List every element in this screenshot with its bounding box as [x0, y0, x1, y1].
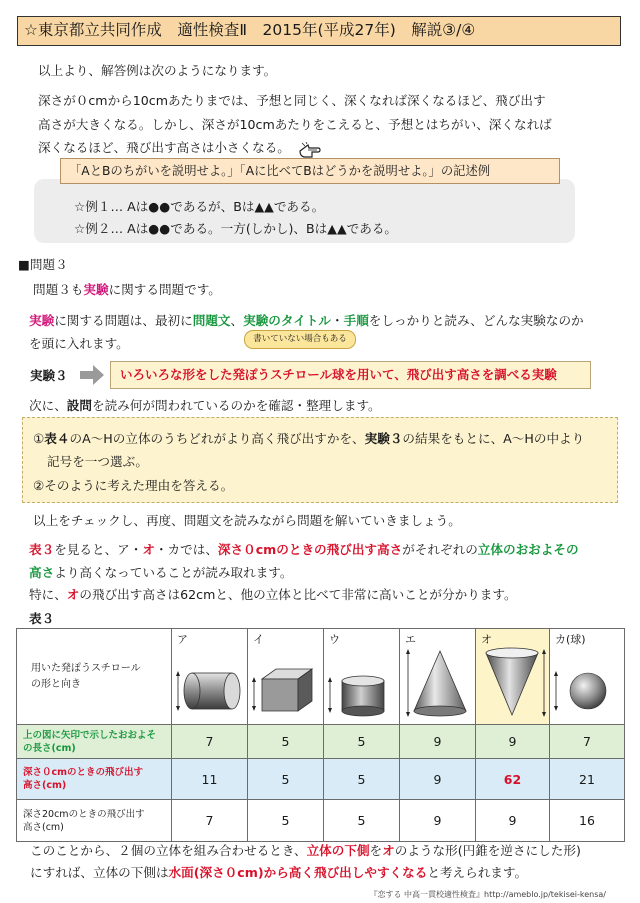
shape-row — [17, 629, 625, 725]
cone-inverted-icon — [476, 629, 550, 724]
text-span: 深さ20cmのときの飛び出す — [23, 808, 145, 820]
shape-row-label — [17, 629, 172, 725]
text-span: に関する問題です。 — [108, 282, 221, 297]
problem3-instruction-cont: を頭に入れます。 — [29, 336, 129, 351]
table-cell: 5 — [248, 800, 324, 842]
text-span: の形と向き — [31, 678, 81, 690]
keyword-procedure: 手順 — [343, 313, 369, 328]
table-cell: 21 — [550, 759, 625, 800]
example-1: ☆例１… Aは●●であるが、Bは▲▲である。 — [74, 199, 325, 214]
problem3-instruction — [29, 312, 584, 330]
column-label: ア — [177, 633, 188, 646]
text-span: このことから、２個の立体を組み合わせるとき、 — [30, 843, 307, 858]
column-label: イ — [253, 633, 264, 646]
keyword-lower-side: 立体の下側 — [306, 843, 370, 858]
column-label: エ — [405, 633, 416, 646]
table-title: 表３ — [29, 611, 55, 626]
row-label — [17, 800, 172, 842]
keyword-problem-text: 問題文 — [192, 313, 231, 328]
keyword-o: オ — [382, 843, 395, 858]
keyword-approx-height: 立体のおおよその — [477, 542, 579, 557]
text-span: 深さ０cmのときの飛び出す — [23, 767, 144, 778]
text-span: より高くなっていることが読み取れます。 — [54, 565, 293, 580]
table-cell: 16 — [550, 800, 625, 842]
text-span: のような形(円錐を逆さにした形) — [394, 843, 581, 858]
text-span: と考えられます。 — [427, 865, 528, 880]
shape-cell-u — [324, 629, 400, 725]
keyword-o: オ — [66, 587, 80, 602]
keyword-experiment: 実験 — [83, 282, 109, 297]
next-step-line — [29, 397, 381, 415]
sphere-icon — [550, 629, 625, 724]
arrow-right-icon — [80, 365, 104, 385]
table-cell: 9 — [400, 725, 476, 759]
text-span: の長さ(cm) — [23, 742, 76, 754]
table-cell: 5 — [248, 725, 324, 759]
keyword-table3: 表３ — [29, 542, 55, 557]
text-span: を — [369, 843, 383, 858]
question-2: ②そのように考えた理由を答える。 — [33, 478, 234, 493]
text-span: ・ — [331, 313, 344, 328]
text-span: に関する問題は、最初に — [54, 313, 193, 328]
keyword-o: オ — [142, 542, 155, 557]
example-2: ☆例２… Aは●●である。一方(しかし)、Bは▲▲である。 — [74, 221, 398, 236]
table-cell: 7 — [172, 800, 248, 842]
table-row — [17, 800, 625, 842]
problem3-heading: ■問題３ — [18, 257, 68, 272]
text-span: 問題３も — [33, 282, 84, 297]
text-span: がそれぞれの — [402, 542, 478, 557]
text-span: をしっかりと読み、どんな実験なのか — [368, 313, 584, 328]
question-1 — [33, 430, 584, 448]
answer-line-1: 深さが０cmから10cmあたりまでは、予想と同じく、深くなれば深くなるほど、飛び出す — [38, 93, 546, 108]
keyword-table4: 表４ — [44, 431, 70, 446]
table-row — [17, 725, 625, 759]
page-title: ☆東京都立共同作成 適性検査Ⅱ 2015年(平成27年) 解説③/④ — [17, 16, 621, 46]
row-label — [17, 759, 172, 800]
answer-line-2: 高さが大きくなる。しかし、深さが10cmあたりをこえると、予想とはちがい、深くなれば — [38, 117, 552, 132]
keyword-experiment: 実験 — [29, 313, 55, 328]
analysis-p2 — [29, 586, 517, 604]
column-label: オ — [481, 633, 492, 646]
table-row — [17, 759, 625, 800]
shape-cell-e — [400, 629, 476, 725]
text-span: を見ると、ア・ — [54, 542, 143, 557]
text-span: のA〜Hの立体のうちどれがより高く飛び出すかを、 — [69, 431, 365, 446]
keyword-jump-high: 水面(深さ０cm)から高く飛び出しやすくなる — [168, 865, 428, 880]
text-span: 高さ(cm) — [23, 780, 67, 791]
text-span: 次に、 — [29, 398, 67, 413]
text-span: 上の図に矢印で示したおおよそ — [23, 729, 157, 741]
note-badge: 書いていない場合もある — [244, 330, 356, 349]
text-span: 用いた発ぽうスチロール — [31, 662, 141, 674]
keyword-question: 設問 — [66, 398, 92, 413]
keyword-height-at-0: 深さ０cmのときの飛び出す高さ — [217, 542, 403, 557]
table-cell: 9 — [400, 759, 476, 800]
table-cell: 5 — [324, 800, 400, 842]
keyword-experiment3: 実験３ — [364, 431, 403, 446]
table-cell: 9 — [400, 800, 476, 842]
table-cell: 7 — [172, 725, 248, 759]
conclusion-line-2 — [30, 864, 527, 882]
data-table — [16, 628, 625, 842]
row-label — [17, 725, 172, 759]
column-label: カ(球) — [555, 633, 586, 646]
text-span: ・カでは、 — [154, 542, 218, 557]
answer-line-3: 深くなるほど、飛び出す高さは小さくなる。 — [38, 140, 290, 155]
analysis-p1 — [29, 541, 579, 559]
intro-line: 以上より、解答例は次のようになります。 — [38, 63, 277, 78]
cylinder-side-icon — [172, 629, 248, 724]
cylinder-upright-icon — [324, 629, 400, 724]
text-span: 特に、 — [29, 587, 67, 602]
problem3-intro — [33, 281, 221, 299]
table-cell-highlight: 62 — [476, 759, 550, 800]
text-span: を読み何が問われているのかを確認・整理します。 — [91, 398, 381, 413]
analysis-check: 以上をチェックし、再度、問題文を読みながら問題を解いていきましょう。 — [33, 513, 461, 528]
text-span: にすれば、立体の下側は — [30, 865, 169, 880]
text-span: 、 — [230, 313, 244, 328]
question-1-cont: 記号を一つ選ぶ。 — [47, 454, 149, 469]
shape-cell-o — [476, 629, 550, 725]
table-cell: 9 — [476, 800, 550, 842]
box-prism-icon — [248, 629, 324, 724]
cone-upright-icon — [400, 629, 476, 724]
text-span: の結果をもとに、A〜Hの中より — [402, 431, 585, 446]
text-span: の飛び出す高さは62cmと、他の立体と比べて非常に高いことが分かります。 — [79, 587, 517, 602]
footer-credit: 『恋する 中高一貫校適性検査』http://ameblo.jp/tekisei-kensa/ — [369, 890, 606, 899]
shape-cell-ka — [550, 629, 625, 725]
keyword-experiment-title: 実験のタイトル — [243, 313, 331, 328]
table-cell: 5 — [248, 759, 324, 800]
shape-cell-i — [248, 629, 324, 725]
analysis-p1-cont — [29, 564, 292, 582]
table-cell: 5 — [324, 759, 400, 800]
experiment-title-box: いろいろな形をした発ぽうスチロール球を用いて、飛び出す高さを調べる実験 — [110, 361, 591, 389]
example-box-label: 「AとBのちがいを説明せよ。」「Aに比べてBはどうかを説明せよ。」の記述例 — [60, 158, 560, 184]
text-span: 高さ(cm) — [23, 821, 64, 833]
table-cell: 7 — [550, 725, 625, 759]
table-cell: 9 — [476, 725, 550, 759]
text-span: ① — [33, 431, 45, 446]
experiment-label: 実験３ — [30, 368, 68, 383]
table-cell: 5 — [324, 725, 400, 759]
keyword-height: 高さ — [29, 565, 55, 580]
table-cell: 11 — [172, 759, 248, 800]
shape-cell-a — [172, 629, 248, 725]
conclusion-line-1 — [30, 842, 581, 860]
column-label: ウ — [329, 633, 340, 646]
